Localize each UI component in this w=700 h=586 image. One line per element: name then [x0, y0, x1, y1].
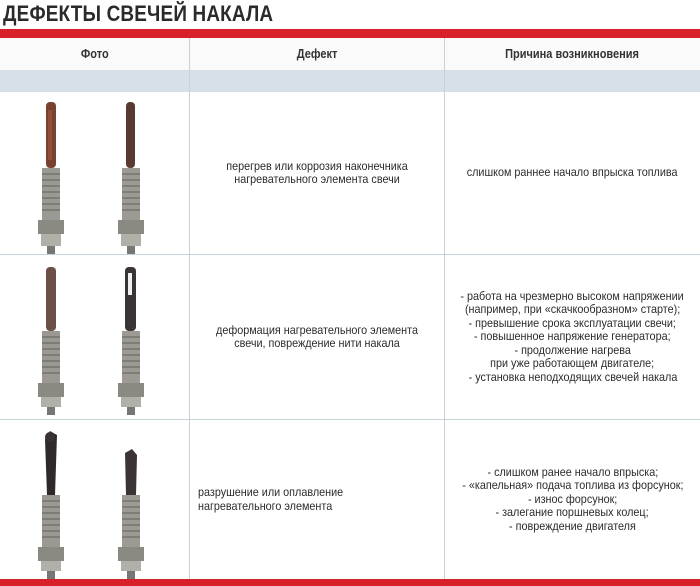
- cause-line: - слишком ранее начало впрыска;: [487, 464, 658, 479]
- defect-cell: разрушение или оплавление нагревательного элемента: [198, 485, 344, 513]
- glow-plug-pair-icon: [28, 431, 163, 584]
- cause-line: при уже работающем двигателе;: [490, 356, 655, 371]
- header-photo: Фото: [0, 38, 189, 71]
- cause-cell: [445, 420, 700, 579]
- page-title: ДЕФЕКТЫ СВЕЧЕЙ НАКАЛА: [3, 1, 274, 26]
- title-underline-bar: [0, 29, 700, 38]
- defects-table: [0, 38, 700, 579]
- defect-cell: перегрев или коррозия наконечника нагревательного элемента свечи: [226, 158, 408, 186]
- cause-cell: [445, 255, 700, 419]
- cause-line: - продолжение нагрева: [514, 342, 631, 357]
- cause-line: - работа на чрезмерно высоком напряжении: [460, 288, 685, 303]
- bottom-accent-bar: [0, 579, 700, 586]
- glow-plug-pair-icon: [28, 267, 163, 420]
- header-cause: Причина возникновения: [445, 38, 700, 71]
- cause-line: - повышенное напряжение генератора;: [474, 329, 671, 344]
- cause-line: - износ форсунок;: [527, 491, 618, 506]
- cause-line: - установка неподходящих свечей накала: [468, 369, 677, 384]
- cause-line: - превышение срока эксплуатации свечи;: [468, 315, 677, 330]
- cause-line: - повреждение двигателя: [509, 518, 636, 533]
- defect-cell: деформация нагревательного элемента свечи, повреждение нити накала: [216, 322, 418, 350]
- cause-cell: [445, 92, 700, 254]
- header-defect: Дефект: [190, 38, 444, 71]
- cause-line: (например, при «скачкообразном» старте);: [464, 302, 681, 317]
- cause-line: слишком раннее начало впрыска топлива: [467, 165, 678, 180]
- cause-line: - «капельная» подача топлива из форсунок;: [461, 478, 684, 493]
- cause-line: - залегание поршневых колец;: [495, 505, 650, 520]
- header-band: [0, 70, 700, 92]
- glow-plug-pair-icon: [28, 102, 163, 259]
